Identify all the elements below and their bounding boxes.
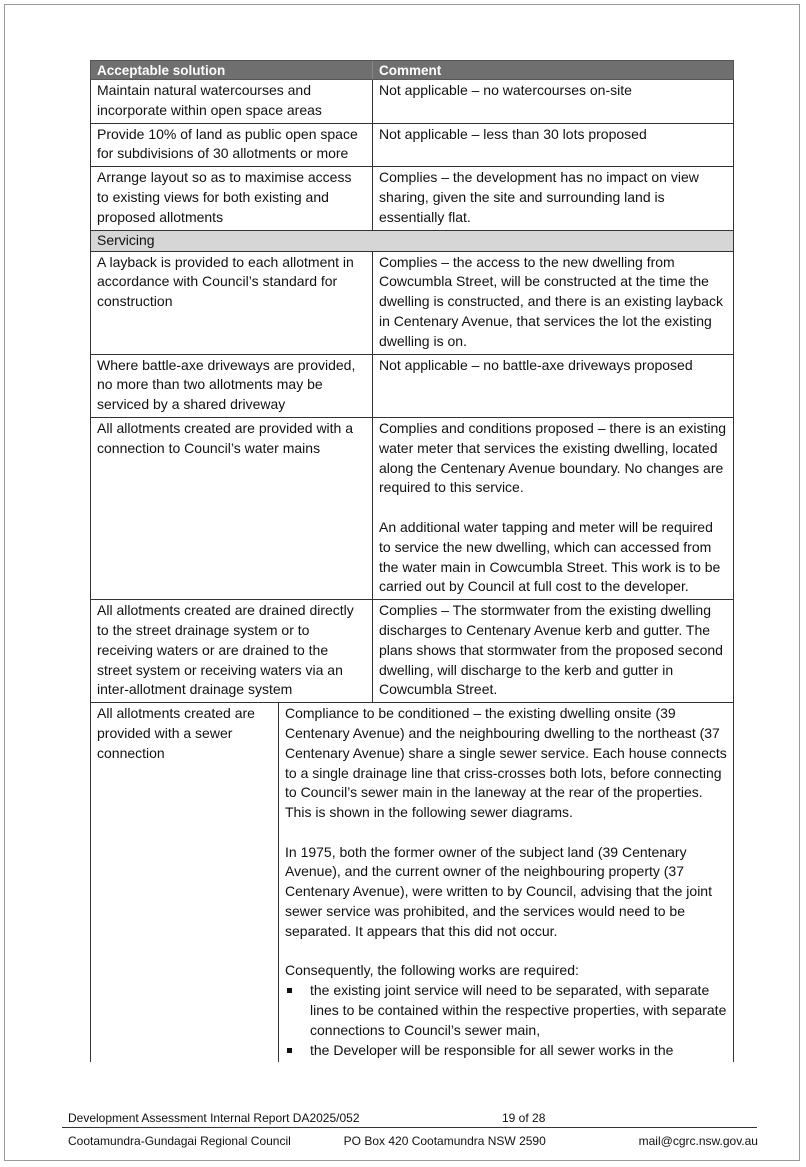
works-list bbox=[285, 981, 727, 1060]
solution-cell: A layback is provided to each allotment in accordance with Council’s standard for construction bbox=[97, 253, 354, 310]
footer-report-line bbox=[68, 1111, 738, 1125]
solution-cell: Maintain natural watercourses and incorporate within open space areas bbox=[97, 82, 322, 118]
header-acceptable-solution: Acceptable solution bbox=[97, 63, 226, 78]
council-name: Cootamundra-Gundagai Regional Council bbox=[68, 1134, 291, 1148]
table-row bbox=[90, 80, 734, 124]
comment-cell: Compliance to be conditioned – the existing dwelling onsite (39 Centenary Avenue) and the neighbouring dwelling to the northeast (37 Centenary Avenue) share a single sewer service. Each house connects to a single drainage line that criss-crosses both lots, before connecting to Council’s sewer main in the laneway at the rear of the properties. This is shown in the following sewer diagrams. In 1975, both the former owner of the subject land (39 Centenary Avenue), and the current owner of the neighbouring property (37 Centenary Avenue), were written to by Council, advising that the joint sewer service was prohibited, and the services would need to be separated. It appears that this did not occur. Consequently, the following works are required: the existing joint service will need to be separated, with separate lines to be contained within the respective properties, with separate connections to Council’s sewer main, the Developer will be responsible for all sewer works in the bbox=[278, 703, 733, 1062]
postal-address: PO Box 420 Cootamundra NSW 2590 bbox=[343, 1134, 546, 1148]
page-number: 19 of 28 bbox=[502, 1111, 546, 1125]
report-title: Development Assessment Internal Report DA2025/052 bbox=[68, 1111, 360, 1125]
header-comment: Comment bbox=[372, 61, 733, 79]
comment-cell: Not applicable – no battle-axe driveways proposed bbox=[372, 355, 733, 417]
list-item: the existing joint service will need to be separated, with separate lines to be contained within the respective properties, with separate connections to Council’s sewer main, bbox=[285, 981, 727, 1040]
table-row bbox=[90, 418, 734, 600]
table-row bbox=[90, 167, 734, 230]
footer-contact-line bbox=[68, 1134, 758, 1148]
comment-cell: Not applicable – less than 30 lots proposed bbox=[372, 124, 733, 167]
comment-cell: Complies – the development has no impact on view sharing, given the site and surrounding land is essentially flat. bbox=[372, 167, 733, 229]
table-row bbox=[90, 355, 734, 418]
solution-cell: All allotments created are drained directly to the street drainage system or to receiving waters or are drained to the street system or receiving waters via an inter-allotment drainage system bbox=[97, 602, 354, 698]
table-header bbox=[90, 60, 734, 80]
comment-cell: Complies – the access to the new dwelling from Cowcumbla Street, will be constructed at the time the dwelling is constructed, and there is an existing layback in Centenary Avenue, that services the lot the existing dwelling is on. bbox=[372, 252, 733, 354]
table-row bbox=[90, 600, 734, 703]
table-row bbox=[90, 252, 734, 355]
footer-divider bbox=[62, 1127, 757, 1128]
list-item: the Developer will be responsible for all sewer works in the bbox=[285, 1041, 727, 1061]
table-row-sewer bbox=[90, 703, 734, 1062]
solution-cell: All allotments created are provided with a connection to Council’s water mains bbox=[97, 419, 354, 456]
section-heading-servicing: Servicing bbox=[90, 231, 734, 252]
solution-cell: Where battle-axe driveways are provided, no more than two allotments may be serviced by a shared driveway bbox=[97, 356, 356, 413]
solution-cell: All allotments created are provided with a sewer connection bbox=[97, 705, 255, 761]
solution-cell: Arrange layout so as to maximise access to existing views for both existing and proposed allotments bbox=[97, 169, 352, 225]
table-row bbox=[90, 124, 734, 168]
comment-cell: Complies and conditions proposed – there is an existing water meter that services the existing dwelling, located along the Centenary Avenue boundary. No changes are required to this service. An additional water tapping and meter will be required to service the new dwelling, which can accessed from the water main in Cowcumbla Street. This work is to be carried out by Council at full cost to the developer. bbox=[372, 418, 733, 599]
assessment-table bbox=[90, 60, 734, 1062]
comment-cell: Not applicable – no watercourses on-site bbox=[372, 80, 733, 123]
solution-cell: Provide 10% of land as public open space for subdivisions of 30 allotments or more bbox=[97, 125, 358, 162]
email-address: mail@cgrc.nsw.gov.au bbox=[638, 1134, 758, 1148]
comment-cell: Complies – The stormwater from the existing dwelling discharges to Centenary Avenue kerb and gutter. The plans shows that stormwater from the proposed second dwelling, will discharge to the kerb and gutter in Cowcumbla Street. bbox=[372, 600, 733, 702]
